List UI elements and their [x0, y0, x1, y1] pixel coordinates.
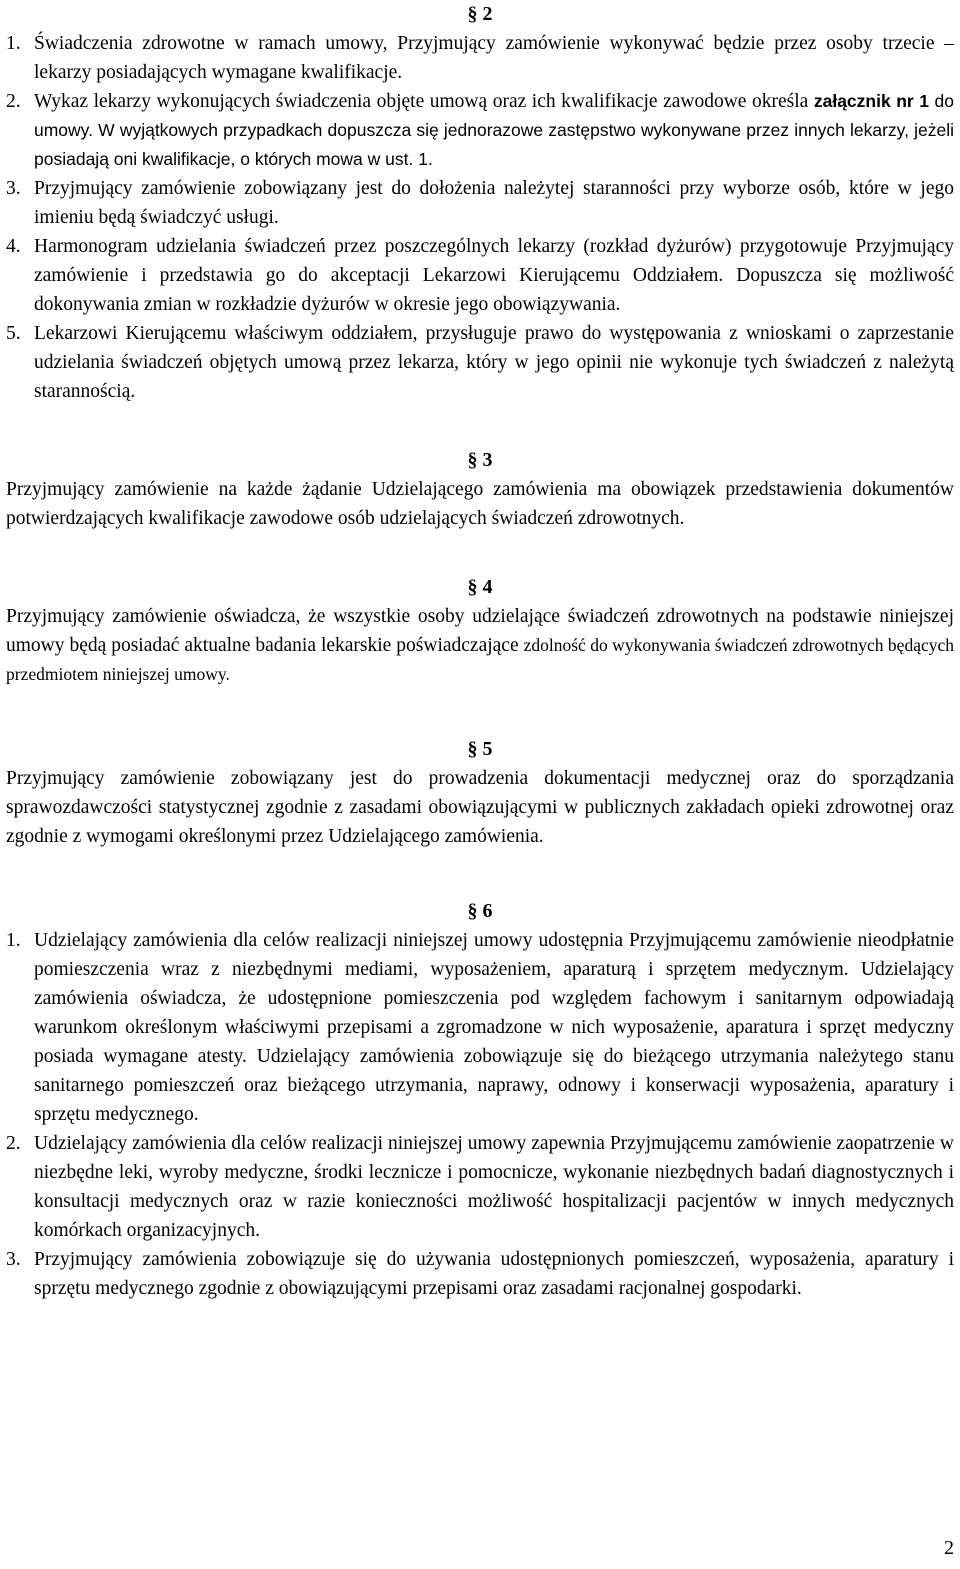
section-2-item-1: [6, 29, 954, 87]
item-number: 1.: [6, 33, 21, 54]
section-5-text: Przyjmujący zamówienie zobowiązany jest do prowadzenia dokumentacji medycznej oraz do sporządzania sprawozdawczości statystycznej zgodnie z zasadami obowiązującymi w publicznych zakładach opieki zdrowotnej oraz zgodnie z wymogami określonymi przez Udzielającego zamówienia.: [6, 768, 954, 847]
item-text: Udzielający zamówienia dla celów realizacji niniejszej umowy udostępnia Przyjmującemu zamówienie nieodpłatnie pomieszczenia wraz z niezbędnymi mediami, wyposażeniem, aparaturą i sprzętem medycznym. Udzielający zamówienia oświadcza, że udostępnione pomieszczenia pod względem fachowym i sanitarnym odpowiadają warunkom określonym właściwymi przepisami a zgromadzone w nich wyposażenie, aparatura i sprzęt medyczny posiada wymagane atesty. Udzielający zamówienia zobowiązuje się do bieżącego utrzymania należytego stanu sanitarnego pomieszczeń oraz bieżącego utrzymania, naprawy, odnowy i konserwacji wyposażenia, aparatury i sprzętu medycznego.: [34, 930, 954, 1125]
item-number: 3.: [6, 1249, 21, 1270]
item-text: [34, 87, 954, 174]
section-2: [6, 0, 954, 406]
section-5-heading: § 5: [467, 738, 493, 760]
item-number: 1.: [6, 930, 21, 951]
item-text-part: do umowy.: [34, 91, 954, 140]
item-text: Harmonogram udzielania świadczeń przez poszczególnych lekarzy (rozkład dyżurów) przygotowuje Przyjmujący zamówienie i przedstawia go do akceptacji Lekarzowi Kierującemu Oddziałem. Dopuszcza się możliwość dokonywania zmian w rozkładzie dyżurów w okresie jego obowiązywania.: [34, 236, 954, 315]
section-2-item-2: [6, 87, 954, 174]
item-text: Lekarzowi Kierującemu właściwym oddziałem, przysługuje prawo do występowania z wnioskami o zaprzestanie udzielania świadczeń objętych umową przez lekarza, który w jego opinii nie wykonuje tych świadczeń z należytą starannością.: [34, 323, 954, 402]
section-3-heading: § 3: [467, 449, 493, 471]
section-2-item-3: [6, 174, 954, 232]
section-5: [6, 735, 954, 851]
item-number: 3.: [6, 178, 21, 199]
section-4-text-small: zdolność do wykonywania świadczeń zdrowotnych będących przedmiotem niniejszej umowy.: [6, 635, 954, 684]
section-6: [6, 897, 954, 1303]
item-number: 4.: [6, 236, 21, 257]
item-text-part: W wyjątkowych przypadkach dopuszcza się jednorazowe zastępstwo wykonywane przez innych lekarzy, jeżeli posiadają oni kwalifikacje, o których mowa w ust. 1.: [34, 120, 954, 169]
item-text: Przyjmujący zamówienie zobowiązany jest do dołożenia należytej staranności przy wyborze osób, które w jego imieniu będą świadczyć usługi.: [34, 178, 954, 228]
section-4-text: [6, 602, 954, 689]
section-4-heading: § 4: [467, 576, 493, 598]
section-6-heading: § 6: [467, 900, 493, 922]
page-number: 2: [944, 1537, 954, 1559]
item-text: Udzielający zamówienia dla celów realizacji niniejszej umowy zapewnia Przyjmującemu zamówienie zaopatrzenie w niezbędne leki, wyroby medyczne, środki lecznicze i pomocnicze, wykonanie niezbędnych badań diagnostycznych i konsultacji medycznych oraz w razie konieczności możliwość hospitalizacji pacjentów w innych medycznych komórkach organizacyjnych.: [34, 1133, 954, 1241]
item-text-part: Wykaz lekarzy wykonujących świadczenia objęte umową oraz ich kwalifikacje zawodowe określa: [34, 91, 814, 112]
section-3: [6, 446, 954, 533]
item-number: 2.: [6, 91, 21, 112]
item-number: 5.: [6, 323, 21, 344]
section-2-item-5: [6, 319, 954, 406]
item-text: Przyjmujący zamówienia zobowiązuje się do używania udostępnionych pomieszczeń, wyposażenia, aparatury i sprzętu medycznego zgodnie z obowiązującymi przepisami oraz zasadami racjonalnej gospodarki.: [34, 1249, 954, 1299]
section-6-item-2: [6, 1129, 954, 1245]
section-3-text: Przyjmujący zamówienie na każde żądanie Udzielającego zamówienia ma obowiązek przedstawienia dokumentów potwierdzających kwalifikacje zawodowe osób udzielających świadczeń zdrowotnych.: [6, 479, 954, 529]
section-2-heading: § 2: [467, 3, 493, 25]
section-4: [6, 573, 954, 689]
item-text: Świadczenia zdrowotne w ramach umowy, Przyjmujący zamówienie wykonywać będzie przez osoby trzecie – lekarzy posiadających wymagane kwalifikacje.: [34, 33, 954, 83]
section-4-text-main: Przyjmujący zamówienie oświadcza, że wszystkie osoby udzielające świadczeń zdrowotnych na podstawie niniejszej umowy będą posiadać aktualne badania lekarskie poświadczające: [6, 606, 954, 656]
section-6-item-3: [6, 1245, 954, 1303]
item-number: 2.: [6, 1133, 21, 1154]
section-2-item-4: [6, 232, 954, 319]
document-page: [6, 0, 954, 1303]
section-6-item-1: [6, 926, 954, 1129]
attachment-reference: załącznik nr 1: [813, 91, 929, 111]
